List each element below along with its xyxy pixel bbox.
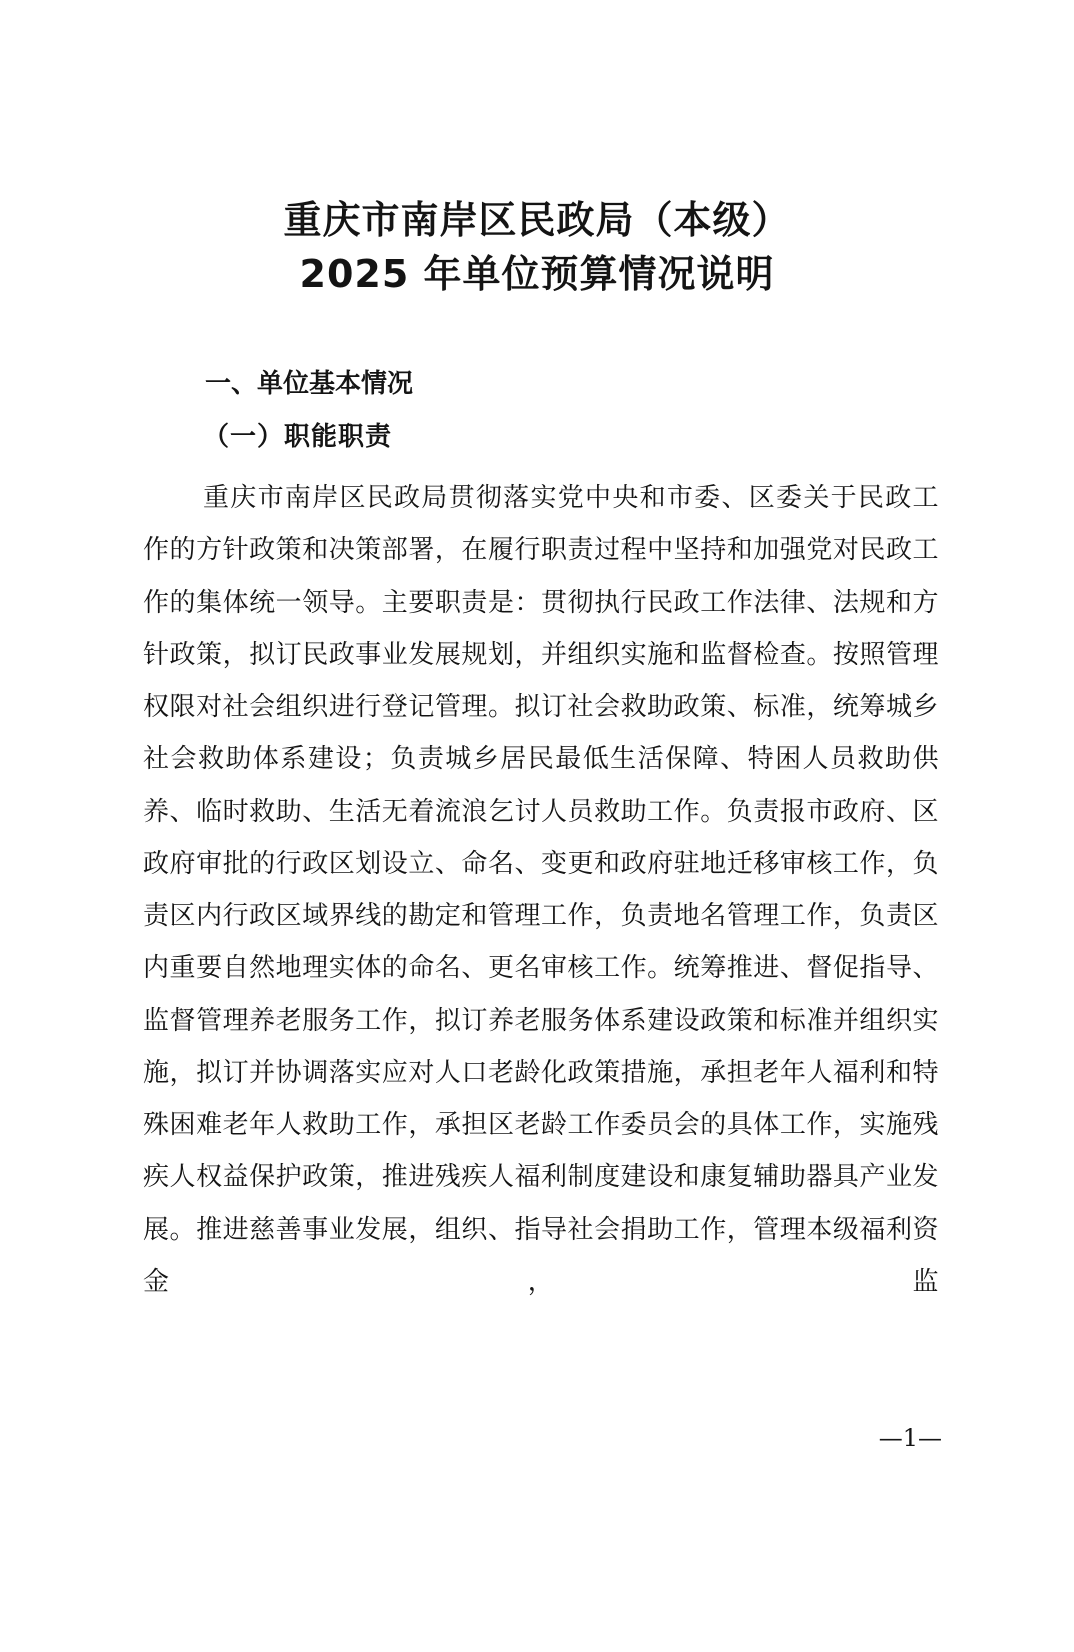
document-title-line1: 重庆市南岸区民政局（本级） bbox=[283, 198, 791, 242]
section-heading: 一、单位基本情况 bbox=[205, 369, 414, 399]
subsection-heading: （一）职能职责 bbox=[203, 422, 393, 452]
document-title-line2: 2025 年单位预算情况说明 bbox=[299, 252, 775, 296]
body-paragraph: 重庆市南岸区民政局贯彻落实党中央和市委、区委关于民政工作的方针政策和决策部署，在履行职责过程中坚持和加强党对民政工作的集体统一领导。主要职责是：贯彻执行民政工作法律、法规和方针政策，拟订民政事业发展规划，并组织实施和监督检查。按照管理权限对社会组织进行登记管理。拟订社会救助政策、标准，统筹城乡社会救助体系建设；负责城乡居民最低生活保障、特困人员救助供养、临时救助、生活无着流浪乞讨人员救助工作。负责报市政府、区政府审批的行政区划设立、命名、变更和政府驻地迁移审核工作，负责区内行政区域界线的勘定和管理工作，负责地名管理工作，负责区内重要自然地理实体的命名、更名审核工作。统筹推进、督促指导、监督管理养老服务工作，拟订养老服务体系建设政策和标准并组织实施，拟订并协调落实应对人口老龄化政策措施，承担老年人福利和特殊困难老年人救助工作，承担区老龄工作委员会的具体工作，实施残疾人权益保护政策，推进残疾人福利制度建设和康复辅助器具产业发展。推进慈善事业发展，组织、指导社会捐助工作，管理本级福利资金，监 bbox=[143, 483, 939, 1297]
page-number: —1— bbox=[878, 1424, 942, 1452]
